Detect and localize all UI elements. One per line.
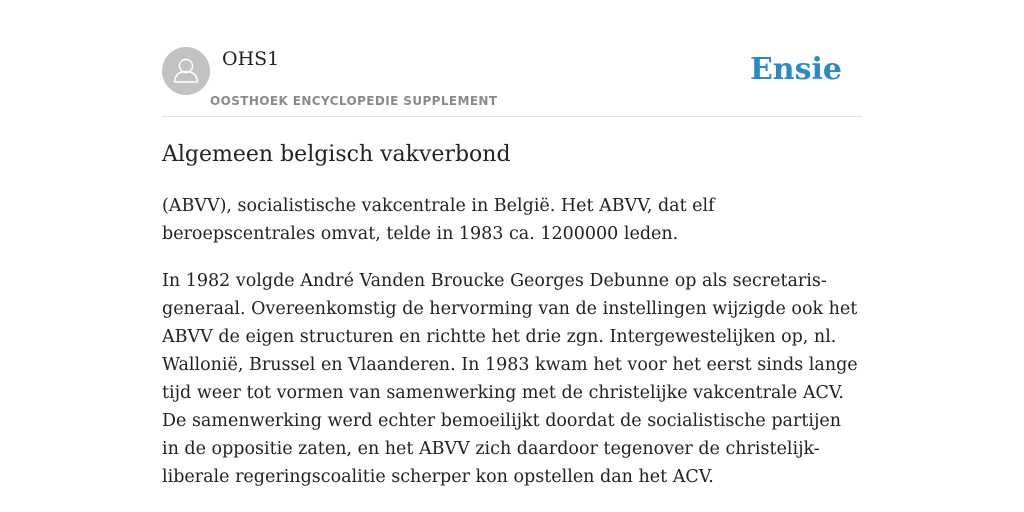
article-title: Algemeen belgisch vakverbond: [162, 142, 511, 167]
source-subtitle: OOSTHOEK ENCYCLOPEDIE SUPPLEMENT: [210, 94, 498, 108]
article-paragraph: (ABVV), socialistische vakcentrale in België. Het ABVV, dat elf beroepscentrales omvat, telde in 1983 ca. 1200000 leden.: [162, 196, 715, 244]
avatar[interactable]: [162, 47, 210, 95]
header: [162, 0, 862, 117]
ensie-logo[interactable]: Ensie: [749, 52, 842, 87]
source-name[interactable]: OHS1: [222, 48, 280, 70]
article-body: [162, 192, 862, 510]
article-paragraph: In 1982 volgde André Vanden Broucke Georges Debunne op als secretaris-generaal. Overeenkomstig de hervorming van de instellingen wijzigde ook het ABVV de eigen structuren en richtte het drie zgn. Intergewestelijken op, nl. Wallonië, Brussel en Vlaanderen. In 1983 kwam het voor het eerst sinds lange tijd weer tot vormen van samenwerking met de christelijke vakcentrale ACV. De samenwerking werd echter bemoeilijkt doordat de socialistische partijen in de oppositie zaten, en het ABVV zich daardoor tegenover de christelijk-liberale regeringscoalitie scherper kon opstellen dan het ACV.: [162, 271, 858, 487]
page: [162, 0, 862, 512]
user-icon: [162, 47, 210, 95]
